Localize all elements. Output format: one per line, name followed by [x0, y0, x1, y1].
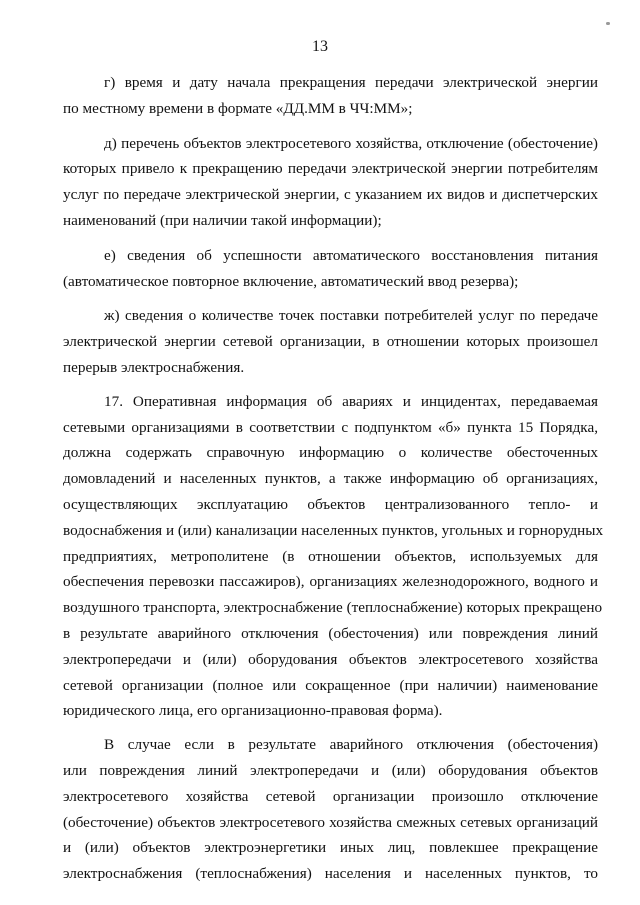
text-line: услуг по передаче электрической энергии, с указанием их видов и диспетчерских: [63, 186, 598, 204]
page-number: 13: [312, 38, 328, 55]
text-line: воздушного транспорта, электроснабжение (теплоснабжение) которых прекращено: [63, 599, 603, 617]
paragraph: [63, 70, 598, 122]
text-line: д) перечень объектов электросетевого хозяйства, отключение (обесточение): [104, 134, 598, 152]
scan-mark: [606, 22, 610, 25]
text-line: е) сведения об успешности автоматического восстановления питания: [104, 246, 598, 264]
text-line: обеспечения перевозки пассажиров), организациях железнодорожного, водного и: [63, 573, 598, 591]
text-line: домовладений и населенных пунктов, а также информацию об организациях,: [63, 470, 598, 488]
paragraph: [63, 303, 598, 380]
text-line: водоснабжения и (или) канализации населенных пунктов, угольных и горнорудных: [63, 521, 604, 539]
text-line: перерыв электроснабжения.: [63, 358, 245, 376]
text-line: предприятиях, метрополитене (в отношении объектов, используемых для: [63, 547, 598, 565]
text-line: (автоматическое повторное включение, автоматический ввод резерва);: [63, 272, 519, 290]
text-line: сетевой организации (полное или сокращенное (при наличии) наименование: [63, 676, 598, 694]
text-line: и (или) объектов электроэнергетики иных лиц, повлекшее прекращение: [63, 839, 598, 857]
paragraph: [63, 389, 604, 724]
text-line: юридического лица, его организационно-правовая форма).: [63, 702, 443, 720]
text-line: должна содержать справочную информацию о количестве обесточенных: [63, 444, 598, 462]
text-line: электросетевого хозяйства сетевой организации произошло отключение: [63, 787, 598, 805]
text-line: В случае если в результате аварийного отключения (обесточения): [104, 736, 598, 754]
text-line: ж) сведения о количестве точек поставки потребителей услуг по передаче: [104, 307, 598, 325]
text-line: сетевыми организациями в соответствии с подпунктом «б» пункта 15 Порядка,: [63, 418, 598, 436]
text-line: г) время и дату начала прекращения передачи электрической энергии: [104, 74, 598, 91]
text-line: 17. Оперативная информация об авариях и инцидентах, передаваемая: [104, 392, 598, 410]
text-line: электрической энергии сетевой организации, в отношении которых произошел: [63, 333, 598, 351]
text-line: осуществляющих эксплуатацию объектов централизованного тепло- и: [63, 495, 598, 513]
document-body: [63, 70, 604, 887]
paragraph: [63, 131, 598, 234]
paragraph: [63, 243, 598, 295]
text-line: которых привело к прекращению передачи электрической энергии потребителям: [63, 160, 598, 178]
text-line: электроснабжения (теплоснабжения) населения и населенных пунктов, то: [63, 865, 598, 883]
text-line: (обесточение) объектов электросетевого хозяйства смежных сетевых организаций: [63, 813, 598, 831]
text-line: по местному времени в формате «ДД.ММ в ЧЧ:ММ»;: [63, 99, 413, 117]
text-line: в результате аварийного отключения (обесточения) или повреждения линий: [63, 624, 598, 642]
text-line: или повреждения линий электропередачи и (или) оборудования объектов: [63, 761, 598, 779]
text-line: электропередачи и (или) оборудования объектов электросетевого хозяйства: [63, 650, 598, 668]
text-line: наименований (при наличии такой информации);: [63, 211, 382, 229]
paragraph: [63, 732, 598, 887]
